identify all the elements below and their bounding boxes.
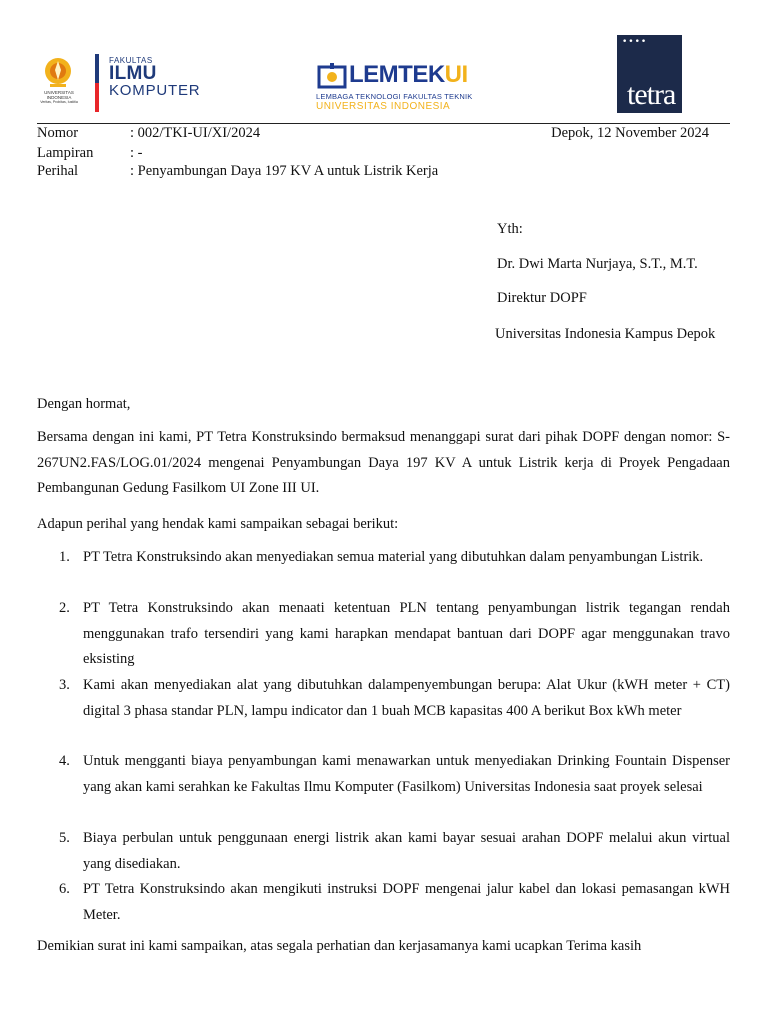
recipient-yth: Yth: <box>497 221 523 237</box>
list-item-number: 4. <box>59 753 70 769</box>
meta-lampiran-row <box>37 143 730 163</box>
lemtek-logo-university: UNIVERSITAS INDONESIA <box>316 101 451 112</box>
list-item-number: 6. <box>59 881 70 897</box>
salutation: Dengan hormat, <box>37 396 131 412</box>
fasilkom-logo-bar-top <box>95 54 99 83</box>
fasilkom-logo: FAKULTAS ILMU KOMPUTER <box>109 56 201 99</box>
nomor-label: Nomor <box>37 125 79 141</box>
tetra-logo-word: tetra <box>627 78 676 111</box>
list-item-text: PT Tetra Konstruksindo akan menaati ketentuan PLN tentang penyambungan listrik tegangan rendah menggunakan trafo tersendiri yang kami harapkan mendapat bantuan dari DOPF agar menggunakan travo eksisting <box>83 600 730 668</box>
nomor-value: : 002/TKI-UI/XI/2024 <box>130 125 261 141</box>
list-item-number: 1. <box>59 549 70 565</box>
tetra-logo-dots: •••• <box>622 37 648 47</box>
intro-paragraph: Bersama dengan ini kami, PT Tetra Konstruksindo bermaksud menanggapi surat dari pihak DOPF dengan nomor: S-267UN2.FAS/LOG.01/2024 mengenai Penyambungan Daya 197 KV A untuk Listrik kerja di Proyek Pengadaan Pembangunan Gedung Fasilkom UI Zone III UI. <box>37 429 730 497</box>
letter-date: Depok, 12 November 2024 <box>551 125 709 141</box>
recipient-position: Direktur DOPF <box>497 290 587 306</box>
closing-paragraph: Demikian surat ini kami sampaikan, atas segala perhatian dan kerjasamanya kami ucapkan Terima kasih <box>37 938 642 954</box>
list-item-text: PT Tetra Konstruksindo akan mengikuti instruksi DOPF mengenai jalur kabel dan lokasi pemasangan kWH Meter. <box>83 881 730 923</box>
lampiran-label: Lampiran <box>37 145 94 161</box>
list-item-text: PT Tetra Konstruksindo akan menyediakan semua material yang dibutuhkan dalam penyambungan Listrik. <box>83 549 704 565</box>
meta-perihal-row <box>37 161 730 181</box>
list-item-number: 5. <box>59 830 70 846</box>
lemtek-logo-name: LEMTEKUI <box>349 61 468 88</box>
list-item-text: Biaya perbulan untuk penggunaan energi listrik akan kami bayar sesuai arahan DOPF melalui akun virtual yang disediakan. <box>83 830 730 872</box>
list-item-text: Kami akan menyediakan alat yang dibutuhkan dalampenyembungan berupa: Alat Ukur (kWH meter + CT) digital 3 phasa standar PLN, lampu indicator dan 1 buah MCB kapasitas 400 A berikut Box kWh meter <box>83 677 730 719</box>
list-item-number: 2. <box>59 600 70 616</box>
lead-paragraph: Adapun perihal yang hendak kami sampaikan sebagai berikut: <box>37 516 399 532</box>
lemtek-logo-icon <box>317 63 347 91</box>
list-item-number: 3. <box>59 677 70 693</box>
perihal-value: : Penyambungan Daya 197 KV A untuk Listrik Kerja <box>130 163 439 179</box>
lemtek-logo-subtitle: LEMBAGA TEKNOLOGI FAKULTAS TEKNIK <box>316 92 473 101</box>
perihal-label: Perihal <box>37 163 79 179</box>
recipient-name: Dr. Dwi Marta Nurjaya, S.T., M.T. <box>497 256 698 272</box>
recipient-institution: Universitas Indonesia Kampus Depok <box>495 326 716 342</box>
list-item-text: Untuk mengganti biaya penyambungan kami menawarkan untuk menyediakan Drinking Fountain Dispenser yang akan kami serahkan ke Fakultas Ilmu Komputer (Fasilkom) Universitas Indonesia saat proyek selesai <box>83 753 730 795</box>
lampiran-value: : - <box>130 145 143 161</box>
universitas-indonesia-logo-caption: UNIVERSITAS INDONESIA Veritas, Probitas, Iustitia <box>40 90 78 104</box>
meta-nomor-row <box>37 123 730 143</box>
